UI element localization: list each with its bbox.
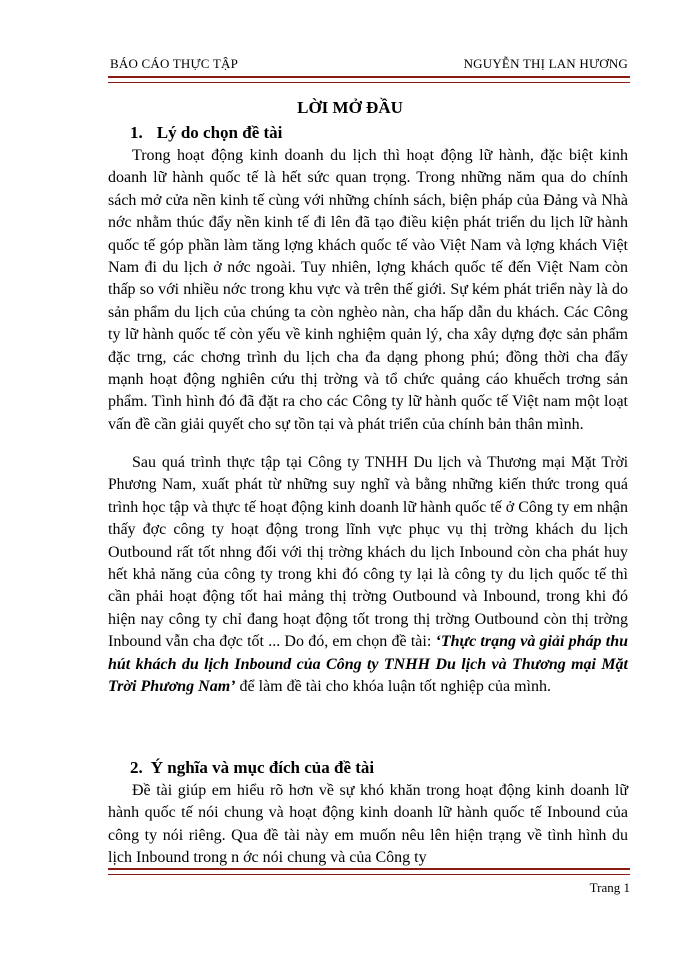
section-2-number: 2. [130,758,143,777]
para2-start-text: Sau quá trình thực tập tại [132,454,303,471]
header-rule [108,76,630,83]
section-2-paragraph-1-text: Đề tài giúp em hiểu rõ hơn về sự khó khăn trong hoạt động kinh doanh lữ hành quốc tế nói chung và hoạt động kinh doanh lữ hành quốc tế Inbound của công ty nói riêng. Qua đề tài này em muốn nêu lên hiện trạng về tình hình du lịch Inbound trong n ớc nói chung và của Công ty [108,782,628,867]
section-1-number: 1. [130,123,143,142]
section-1-paragraph-1 [108,145,628,436]
thesis-title: ‘Thực trạng và giải pháp thu hút khách du lịch Inbound của Công ty TNHH Du lịch và Thương mại Mặt Trời Phương Nam’ [108,633,629,696]
header-report-label: BÁO CÁO THỰC TẬP [110,56,239,71]
company-name: Công ty TNHH Du lịch và Thương mại Mặt Trời Phương Nam [108,454,629,494]
footer-rule [108,868,630,875]
section-2-heading [130,758,374,778]
section-1-paragraph-2 [108,452,628,698]
section-2-paragraph-1 [108,780,628,870]
section-1-heading [130,123,282,143]
para2-mid-text: , xuất phát từ những suy nghĩ và bằng những kiến thức trong quá trình học tập và thực tế hoạt động kinh doanh lữ hành quốc tế ở Công ty em nhận thấy đợc công ty hoạt động trong lĩnh vực phục vụ thị trờng khách du lịch Outbound rất tốt nhng đối với thị trờng khách du lịch Inbound còn cha phát huy hết khả năng của công ty trong khi đó công ty lại là công ty du lịch quốc tế thì cần phải hoạt động tốt hai mảng thị trờng Outbound và Inbound, trong khi đó hiện nay công ty chỉ đang hoạt động tốt trong thị trờng Outbound còn thị trờng Inbound vẫn cha đợc tốt ... Do đó, em chọn đề tài: [108,476,628,651]
section-2-title: Ý nghĩa và mục đích của đề tài [150,758,375,777]
section-1-title: Lý do chọn đề tài [156,123,283,142]
page-header [110,56,628,76]
header-author-name: NGUYỄN THỊ LAN HƯƠNG [463,56,628,71]
page-number: Trang 1 [589,880,630,895]
section-1-paragraph-1-text: Trong hoạt động kinh doanh du lịch thì hoạt động lữ hành, đặc biệt kinh doanh lữ hành quốc tế là hết sức quan trọng. Trong những năm qua do chính sách mở cửa nền kinh tế cùng với những chính sách, biện pháp của Đảng và Nhà nớc nhằm thúc đẩy nền kinh tế đi lên đã tạo điều kiện phát triển du lịch lữ hành quốc tế góp phần làm tăng lợng khách quốc tế vào Việt Nam và lợng khách Việt Nam đi du lịch ở nớc ngoài. Tuy nhiên, lợng khách quốc tế đến Việt Nam còn thấp so với nhiều nớc trong khu vực và trên thế giới. Sự kém phát triển này là do sản phẩm du lịch của chúng ta còn nghèo nàn, cha hấp dẫn du khách. Các Công ty lữ hành quốc tế còn yếu về kinh nghiệm quản lý, cha xây dựng đợc sản phẩm đặc trng, các chơng trình du lịch cha đa dạng phong phú; đồng thời cha đẩy mạnh hoạt động nghiên cứu thị trờng và tổ chức quảng cáo khuếch trơng sản phẩm. Tình hình đó đã đặt ra cho các Công ty lữ hành quốc tế Việt nam một loạt vấn đề cần giải quyết cho sự tồn tại và phát triển của chính bản thân mình. [108,147,628,433]
para2-end-text: để làm đề tài cho khóa luận tốt nghiệp của mình. [239,678,551,696]
page-title: LỜI MỞ ĐẦU [297,98,403,117]
